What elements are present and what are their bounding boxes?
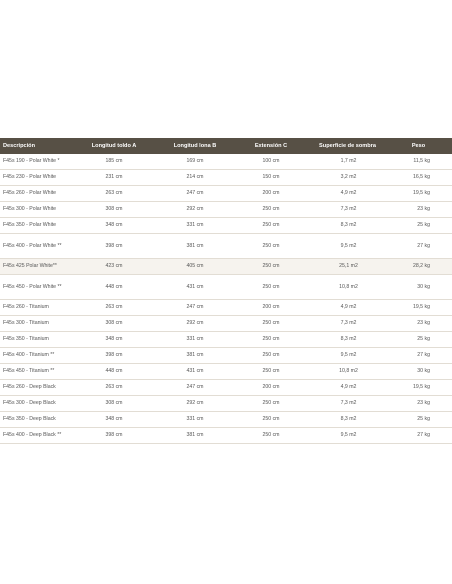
cell-longitud-lona-b: 292 cm	[158, 202, 232, 218]
cell-superficie-sombra: 8,3 m2	[310, 412, 385, 428]
table-row	[0, 186, 452, 202]
table-row	[0, 300, 452, 316]
cell-longitud-toldo-a: 348 cm	[70, 218, 158, 234]
cell-extension-c: 200 cm	[232, 380, 310, 396]
cell-extension-c: 250 cm	[232, 364, 310, 380]
cell-extension-c: 100 cm	[232, 154, 310, 170]
table-row	[0, 259, 452, 275]
cell-superficie-sombra: 4,9 m2	[310, 380, 385, 396]
cell-descripcion: F45s 300 - Deep Black	[0, 396, 70, 412]
cell-extension-c: 250 cm	[232, 348, 310, 364]
cell-superficie-sombra: 7,3 m2	[310, 202, 385, 218]
header-peso: Peso	[385, 138, 452, 154]
cell-descripcion: F45s 425 Polar White**	[0, 259, 70, 275]
cell-longitud-toldo-a: 185 cm	[70, 154, 158, 170]
cell-superficie-sombra: 25,1 m2	[310, 259, 385, 275]
table-row	[0, 316, 452, 332]
cell-peso: 19,5 kg	[385, 380, 452, 396]
cell-longitud-toldo-a: 398 cm	[70, 428, 158, 444]
cell-longitud-lona-b: 331 cm	[158, 412, 232, 428]
cell-longitud-toldo-a: 308 cm	[70, 316, 158, 332]
table-body	[0, 154, 452, 444]
cell-descripcion: F45s 190 - Polar White *	[0, 154, 70, 170]
cell-superficie-sombra: 9,5 m2	[310, 348, 385, 364]
cell-peso: 27 kg	[385, 428, 452, 444]
cell-longitud-toldo-a: 263 cm	[70, 300, 158, 316]
cell-superficie-sombra: 3,2 m2	[310, 170, 385, 186]
header-superficie-sombra: Superficie de sombra	[310, 138, 385, 154]
cell-extension-c: 150 cm	[232, 170, 310, 186]
awning-specs-table	[0, 138, 452, 444]
header-longitud-lona-b: Longitud lona B	[158, 138, 232, 154]
cell-superficie-sombra: 10,8 m2	[310, 364, 385, 380]
cell-peso: 23 kg	[385, 316, 452, 332]
cell-descripcion: F45s 260 - Polar White	[0, 186, 70, 202]
cell-peso: 23 kg	[385, 202, 452, 218]
table-row	[0, 364, 452, 380]
cell-longitud-lona-b: 381 cm	[158, 234, 232, 259]
cell-longitud-lona-b: 214 cm	[158, 170, 232, 186]
cell-longitud-toldo-a: 448 cm	[70, 364, 158, 380]
header-longitud-toldo-a: Longitud toldo A	[70, 138, 158, 154]
table-row	[0, 412, 452, 428]
cell-extension-c: 250 cm	[232, 396, 310, 412]
table-row	[0, 170, 452, 186]
cell-longitud-toldo-a: 348 cm	[70, 412, 158, 428]
header-extension-c: Extensión C	[232, 138, 310, 154]
table-row	[0, 348, 452, 364]
cell-descripcion: F45s 260 - Titanium	[0, 300, 70, 316]
cell-peso: 30 kg	[385, 275, 452, 300]
cell-peso: 27 kg	[385, 234, 452, 259]
cell-descripcion: F45s 350 - Deep Black	[0, 412, 70, 428]
cell-peso: 25 kg	[385, 218, 452, 234]
cell-peso: 30 kg	[385, 364, 452, 380]
table-row	[0, 275, 452, 300]
cell-extension-c: 250 cm	[232, 202, 310, 218]
cell-superficie-sombra: 9,5 m2	[310, 428, 385, 444]
cell-longitud-lona-b: 405 cm	[158, 259, 232, 275]
cell-longitud-toldo-a: 423 cm	[70, 259, 158, 275]
cell-superficie-sombra: 8,3 m2	[310, 332, 385, 348]
table-row	[0, 218, 452, 234]
cell-extension-c: 250 cm	[232, 275, 310, 300]
cell-longitud-lona-b: 381 cm	[158, 428, 232, 444]
cell-superficie-sombra: 4,9 m2	[310, 186, 385, 202]
cell-peso: 28,2 kg	[385, 259, 452, 275]
cell-superficie-sombra: 9,5 m2	[310, 234, 385, 259]
cell-peso: 19,5 kg	[385, 300, 452, 316]
cell-longitud-toldo-a: 398 cm	[70, 234, 158, 259]
cell-superficie-sombra: 7,3 m2	[310, 316, 385, 332]
cell-peso: 16,5 kg	[385, 170, 452, 186]
cell-longitud-lona-b: 292 cm	[158, 396, 232, 412]
cell-descripcion: F45s 450 - Polar White **	[0, 275, 70, 300]
cell-descripcion: F45s 400 - Deep Black **	[0, 428, 70, 444]
cell-extension-c: 250 cm	[232, 234, 310, 259]
cell-peso: 25 kg	[385, 412, 452, 428]
cell-longitud-toldo-a: 308 cm	[70, 396, 158, 412]
cell-descripcion: F45s 350 - Polar White	[0, 218, 70, 234]
cell-peso: 23 kg	[385, 396, 452, 412]
cell-longitud-lona-b: 247 cm	[158, 380, 232, 396]
cell-longitud-lona-b: 431 cm	[158, 275, 232, 300]
cell-descripcion: F45s 230 - Polar White	[0, 170, 70, 186]
cell-longitud-toldo-a: 348 cm	[70, 332, 158, 348]
cell-longitud-toldo-a: 448 cm	[70, 275, 158, 300]
table-row	[0, 332, 452, 348]
cell-extension-c: 250 cm	[232, 316, 310, 332]
cell-longitud-toldo-a: 231 cm	[70, 170, 158, 186]
cell-extension-c: 200 cm	[232, 300, 310, 316]
cell-extension-c: 250 cm	[232, 259, 310, 275]
cell-descripcion: F45s 300 - Titanium	[0, 316, 70, 332]
cell-longitud-toldo-a: 398 cm	[70, 348, 158, 364]
table-row	[0, 234, 452, 259]
cell-longitud-lona-b: 431 cm	[158, 364, 232, 380]
cell-descripcion: F45s 400 - Polar White **	[0, 234, 70, 259]
cell-peso: 19,5 kg	[385, 186, 452, 202]
cell-longitud-lona-b: 169 cm	[158, 154, 232, 170]
cell-longitud-lona-b: 331 cm	[158, 332, 232, 348]
cell-descripcion: F45s 400 - Titanium **	[0, 348, 70, 364]
table-row	[0, 154, 452, 170]
cell-superficie-sombra: 10,8 m2	[310, 275, 385, 300]
cell-superficie-sombra: 4,9 m2	[310, 300, 385, 316]
table-row	[0, 396, 452, 412]
cell-extension-c: 250 cm	[232, 218, 310, 234]
cell-descripcion: F45s 350 - Titanium	[0, 332, 70, 348]
cell-superficie-sombra: 1,7 m2	[310, 154, 385, 170]
cell-superficie-sombra: 7,3 m2	[310, 396, 385, 412]
cell-descripcion: F45s 260 - Deep Black	[0, 380, 70, 396]
cell-extension-c: 250 cm	[232, 412, 310, 428]
cell-descripcion: F45s 300 - Polar White	[0, 202, 70, 218]
cell-longitud-toldo-a: 308 cm	[70, 202, 158, 218]
cell-longitud-toldo-a: 263 cm	[70, 186, 158, 202]
cell-peso: 11,5 kg	[385, 154, 452, 170]
cell-peso: 27 kg	[385, 348, 452, 364]
cell-extension-c: 250 cm	[232, 332, 310, 348]
cell-longitud-lona-b: 247 cm	[158, 300, 232, 316]
cell-descripcion: F45s 450 - Titanium **	[0, 364, 70, 380]
cell-superficie-sombra: 8,3 m2	[310, 218, 385, 234]
cell-longitud-lona-b: 381 cm	[158, 348, 232, 364]
table-row	[0, 202, 452, 218]
cell-longitud-toldo-a: 263 cm	[70, 380, 158, 396]
cell-longitud-lona-b: 331 cm	[158, 218, 232, 234]
cell-longitud-lona-b: 247 cm	[158, 186, 232, 202]
table-row	[0, 428, 452, 444]
cell-extension-c: 250 cm	[232, 428, 310, 444]
cell-peso: 25 kg	[385, 332, 452, 348]
cell-longitud-lona-b: 292 cm	[158, 316, 232, 332]
cell-extension-c: 200 cm	[232, 186, 310, 202]
header-descripcion: Descripción	[0, 138, 70, 154]
table-row	[0, 380, 452, 396]
table-header-row	[0, 138, 452, 154]
